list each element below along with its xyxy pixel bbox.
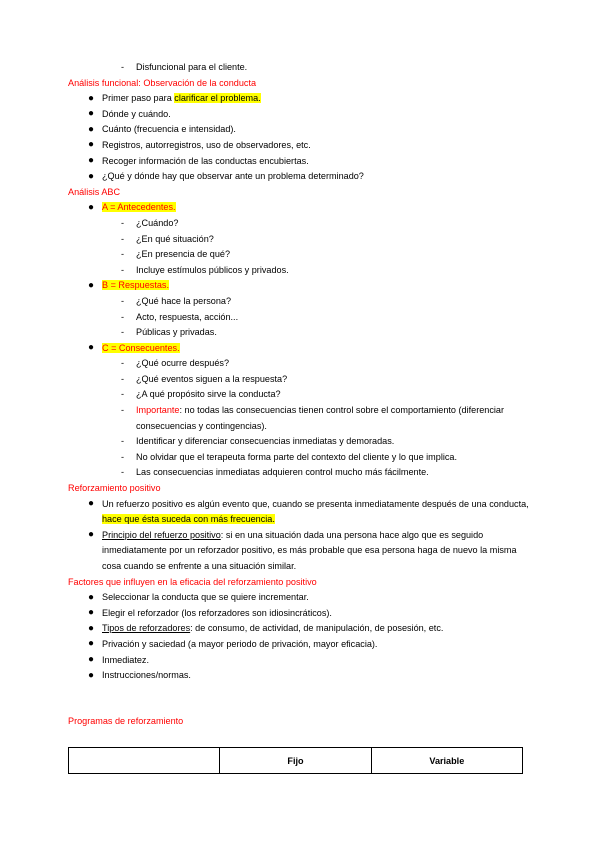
importante-rest: : no todas las consecuencias tienen control sobre el comportamiento (diferenciar consecuencias y contingencias). <box>136 405 505 431</box>
dash-marker: - <box>121 217 125 228</box>
dash-marker: - <box>121 358 125 369</box>
heading-programas: Programas de reforzamiento <box>68 715 184 726</box>
list-item <box>68 387 530 403</box>
list-item <box>68 325 530 341</box>
sub-item-text: ¿Qué hace la persona? <box>136 295 232 306</box>
sub-item-text: Las consecuencias inmediatas adquieren control mucho más fácilmente. <box>136 467 429 478</box>
bullet-marker: ● <box>88 622 95 634</box>
dash-marker: - <box>121 233 125 244</box>
list-item <box>68 278 530 294</box>
table-header-variable: Variable <box>371 748 522 774</box>
bullet-text: : de consumo, de actividad, de manipulación, de posesión, etc. <box>190 623 444 634</box>
sub-item-text: Incluye estímulos públicos y privados. <box>136 264 289 275</box>
dash-marker: - <box>121 311 125 322</box>
heading-analisis-funcional: Análisis funcional: Observación de la conducta <box>68 77 257 88</box>
bullet-text-underline: Tipos de reforzadores <box>102 623 191 634</box>
heading-analisis-abc: Análisis ABC <box>68 186 121 197</box>
table-row <box>69 748 523 774</box>
sub-item-text: ¿A qué propósito sirve la conducta? <box>136 389 281 400</box>
bullet-marker: ● <box>88 669 95 681</box>
bullet-text: Cuánto (frecuencia e intensidad). <box>102 124 236 135</box>
list-item <box>68 653 530 669</box>
dash-marker: - <box>121 436 125 447</box>
bullet-marker: ● <box>88 139 95 151</box>
sub-item-text: No olvidar que el terapeuta forma parte del contexto del cliente y lo que implica. <box>136 451 457 462</box>
dash-marker: - <box>121 467 125 478</box>
list-item <box>68 169 530 185</box>
list-item <box>68 138 530 154</box>
bullet-text: Privación y saciedad (a mayor periodo de privación, mayor eficacia). <box>102 638 378 649</box>
bullet-marker: ● <box>88 342 95 354</box>
bullet-text: Recoger información de las conductas encubiertas. <box>102 155 309 166</box>
bullet-marker: ● <box>88 123 95 135</box>
sub-item-text <box>136 405 504 431</box>
bullet-marker: ● <box>88 170 95 182</box>
heading-reforzamiento-positivo: Reforzamiento positivo <box>68 483 161 494</box>
bullet-marker: ● <box>88 638 95 650</box>
list-item <box>68 341 530 357</box>
table-header-fijo: Fijo <box>220 748 371 774</box>
list-item <box>68 450 530 466</box>
bullet-marker: ● <box>88 607 95 619</box>
sub-item-text: ¿Qué ocurre después? <box>136 358 230 369</box>
bullet-marker: ● <box>88 654 95 666</box>
bullet-marker: ● <box>88 108 95 120</box>
bullet-text-pre: Primer paso para <box>102 93 175 104</box>
list-item <box>68 528 530 575</box>
dash-marker: - <box>121 373 125 384</box>
list-item <box>68 122 530 138</box>
bullet-text: Instrucciones/normas. <box>102 670 191 681</box>
bullet-text: : si en una situación dada una persona hace algo que es seguido inmediatamente por un reforzador positivo, es más probable que esa persona haga de nuevo la misma cosa cuando se enfrente a una situación similar. <box>102 529 517 571</box>
abc-group-label: A = Antecedentes. <box>102 202 176 213</box>
bullet-marker: ● <box>88 498 95 510</box>
list-item <box>68 372 530 388</box>
dash-marker: - <box>121 249 125 260</box>
importante-label: Importante <box>136 405 180 416</box>
bullet-text-pre: Un refuerzo positivo es algún evento que, cuando se presenta inmediatamente después de una conducta, <box>102 498 529 509</box>
abc-group-label: C = Consecuentes. <box>102 342 180 353</box>
list-item <box>68 200 530 216</box>
bullet-text: Inmediatez. <box>102 654 150 665</box>
list-item <box>68 91 530 107</box>
bullet-text-underline: Principio del refuerzo positivo <box>102 529 221 540</box>
heading-factores: Factores que influyen en la eficacia del reforzamiento positivo <box>68 576 317 587</box>
sub-item-text: Acto, respuesta, acción... <box>136 311 239 322</box>
sub-item-text: ¿En presencia de qué? <box>136 249 231 260</box>
list-item <box>68 154 530 170</box>
dash-marker: - <box>121 62 125 72</box>
dash-marker: - <box>121 389 125 400</box>
sub-item-text: Públicas y privadas. <box>136 327 217 338</box>
list-item <box>68 668 530 684</box>
list-item <box>68 434 530 450</box>
sub-item-text: ¿En qué situación? <box>136 233 214 244</box>
bullet-text: Seleccionar la conducta que se quiere incrementar. <box>102 592 309 603</box>
bullet-text: Registros, autorregistros, uso de observadores, etc. <box>102 139 311 150</box>
list-item <box>68 606 530 622</box>
list-item <box>68 310 530 326</box>
list-item <box>68 637 530 653</box>
bullet-marker: ● <box>88 201 95 213</box>
list-item <box>68 107 530 123</box>
list-item <box>68 294 530 310</box>
bullet-marker: ● <box>88 155 95 167</box>
bullet-text: Elegir el reforzador (los reforzadores son idiosincráticos). <box>102 607 332 618</box>
list-item <box>68 216 530 232</box>
list-item <box>68 232 530 248</box>
bullet-text: Dónde y cuándo. <box>102 108 171 119</box>
top-dash-item <box>68 60 530 76</box>
dash-marker: - <box>121 327 125 338</box>
top-dash-text: Disfuncional para el cliente. <box>136 62 248 72</box>
bullet-marker: ● <box>88 529 95 541</box>
list-item <box>68 590 530 606</box>
list-item-importante <box>68 403 530 434</box>
spacer <box>68 684 530 714</box>
list-item <box>68 356 530 372</box>
dash-marker: - <box>121 451 125 462</box>
list-item <box>68 497 530 528</box>
programas-table <box>68 747 523 774</box>
bullet-marker: ● <box>88 92 95 104</box>
dash-marker: - <box>121 295 125 306</box>
bullet-marker: ● <box>88 591 95 603</box>
list-item <box>68 247 530 263</box>
bullet-text-highlight: hace que ésta suceda con más frecuencia. <box>102 514 275 525</box>
list-item <box>68 263 530 279</box>
list-item <box>68 621 530 637</box>
dash-marker: - <box>121 405 125 416</box>
bullet-text-highlight: clarificar el problema. <box>174 93 261 104</box>
sub-item-text: ¿Cuándo? <box>136 217 179 228</box>
dash-marker: - <box>121 264 125 275</box>
bullet-text: ¿Qué y dónde hay que observar ante un problema determinado? <box>102 171 364 182</box>
sub-item-text: Identificar y diferenciar consecuencias inmediatas y demoradas. <box>136 436 395 447</box>
bullet-marker: ● <box>88 279 95 291</box>
table-cell-empty <box>69 748 220 774</box>
abc-group-label: B = Respuestas. <box>102 280 169 291</box>
sub-item-text: ¿Qué eventos siguen a la respuesta? <box>136 373 288 384</box>
list-item <box>68 465 530 481</box>
